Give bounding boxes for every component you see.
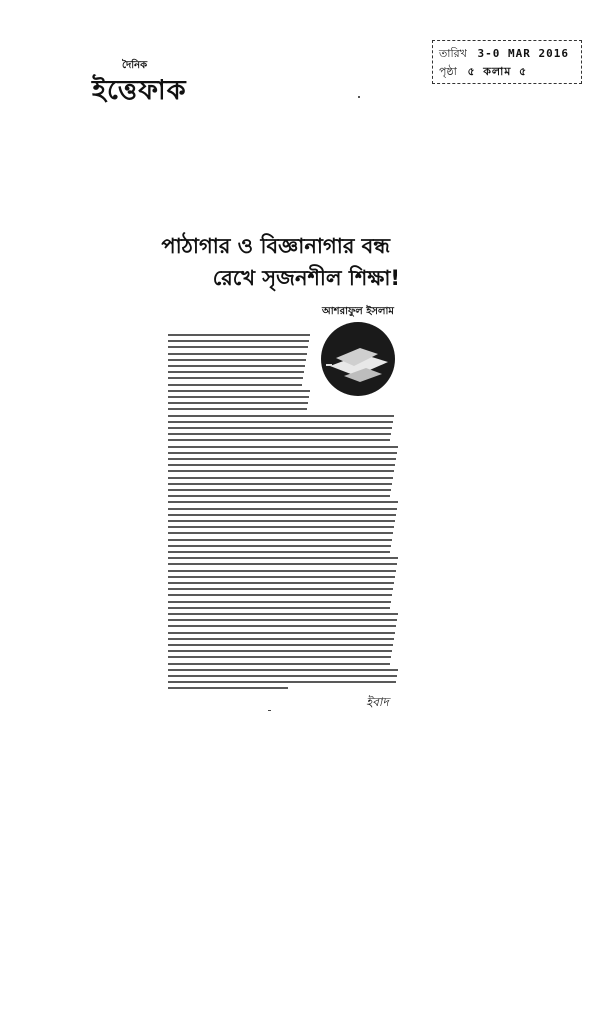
body-text-line — [168, 340, 309, 342]
body-text-line — [168, 446, 398, 448]
body-text-line — [168, 607, 390, 609]
stamp-date-value: 3-0 MAR 2016 — [477, 47, 569, 60]
body-text-line — [168, 477, 393, 479]
body-text-line — [168, 377, 303, 379]
body-text-line — [168, 346, 308, 348]
body-text-line — [168, 644, 393, 646]
body-text-line — [168, 681, 396, 683]
masthead-prefix: দৈনিক — [122, 60, 148, 71]
body-text-line — [168, 514, 396, 516]
body-text-line — [168, 458, 396, 460]
body-text-line — [168, 539, 392, 541]
scan-speck-bottom — [268, 710, 271, 711]
body-text-line — [168, 520, 395, 522]
stamp-page-value: ৫ কলাম ৫ — [467, 65, 528, 78]
body-text-line — [168, 402, 308, 404]
body-text-line — [168, 687, 288, 689]
body-text-line — [168, 439, 390, 441]
body-text-line — [168, 557, 398, 559]
masthead-name: ইত্তেফাক — [92, 75, 187, 106]
body-text-line — [168, 594, 392, 596]
body-text-line — [168, 638, 394, 640]
body-text-line — [168, 663, 390, 665]
stamp-date-row — [439, 45, 569, 64]
body-text-line — [168, 619, 397, 621]
body-text-line — [168, 365, 305, 367]
body-text-line — [168, 582, 394, 584]
article-signature: ইবাদ — [366, 695, 389, 709]
body-text-line — [168, 433, 391, 435]
scan-speck — [358, 96, 360, 98]
body-text-line — [168, 669, 398, 671]
stamp-page-row — [439, 63, 527, 82]
body-text-line — [168, 452, 397, 454]
body-text-line — [168, 570, 396, 572]
body-text-line — [168, 415, 394, 417]
body-text-line — [168, 625, 396, 627]
body-text-line — [168, 470, 394, 472]
body-text-line — [168, 650, 392, 652]
body-text-line — [168, 427, 392, 429]
body-text-line — [168, 601, 391, 603]
stamp-page-label: পৃষ্ঠা — [439, 65, 457, 78]
body-text-line — [168, 508, 397, 510]
headline-line-2: রেখে সৃজনশীল শিক্ষা! — [212, 266, 400, 290]
body-text-line — [168, 334, 310, 336]
body-text-line — [168, 551, 390, 553]
body-text-line — [168, 464, 395, 466]
body-text-line — [168, 483, 392, 485]
article-body-text — [168, 334, 400, 704]
body-text-line — [168, 563, 397, 565]
body-text-line — [168, 371, 304, 373]
body-text-line — [168, 501, 398, 503]
body-text-line — [168, 396, 309, 398]
body-text-line — [168, 576, 395, 578]
body-text-line — [168, 495, 390, 497]
body-text-line — [168, 408, 307, 410]
body-text-line — [168, 421, 393, 423]
body-text-line — [168, 532, 393, 534]
body-text-line — [168, 675, 397, 677]
body-text-line — [168, 588, 393, 590]
body-text-line — [168, 632, 395, 634]
body-text-line — [168, 353, 307, 355]
headline-line-1: পাঠাগার ও বিজ্ঞানাগার বন্ধ — [161, 234, 390, 258]
body-text-line — [168, 489, 391, 491]
stamp-date-label: তারিখ — [439, 47, 467, 60]
body-text-line — [168, 656, 391, 658]
body-text-line — [168, 613, 398, 615]
body-text-line — [168, 384, 302, 386]
body-text-line — [168, 545, 391, 547]
body-text-line — [168, 390, 310, 392]
body-text-line — [168, 526, 394, 528]
archive-stamp — [432, 40, 582, 84]
article-byline: আশরাফুল ইসলাম — [322, 306, 394, 317]
body-text-line — [168, 359, 306, 361]
